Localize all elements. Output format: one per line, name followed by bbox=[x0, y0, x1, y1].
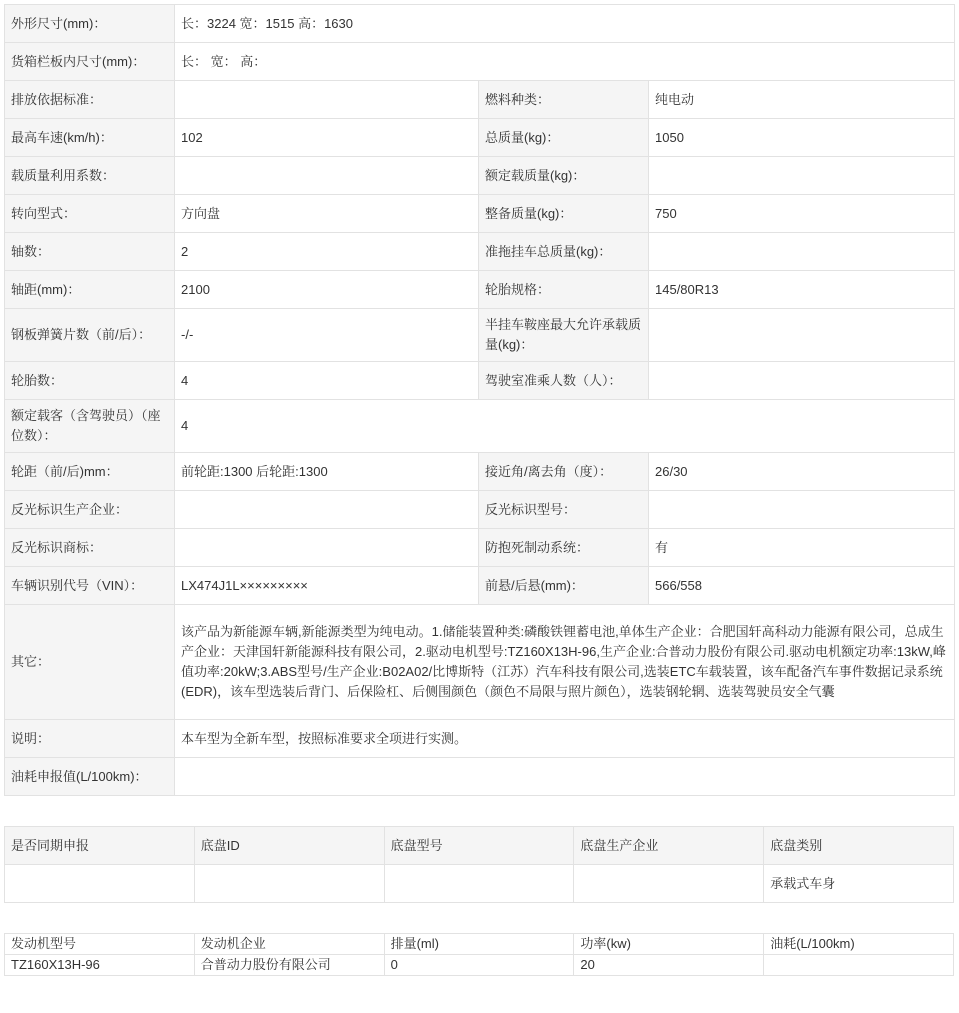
spec-value: 1050 bbox=[649, 119, 955, 157]
chassis-table bbox=[4, 826, 954, 903]
spec-row bbox=[5, 491, 955, 529]
spec-value bbox=[649, 309, 955, 362]
spec-row bbox=[5, 453, 955, 491]
spec-row bbox=[5, 400, 955, 453]
spec-label: 驾驶室准乘人数（人）： bbox=[479, 362, 649, 400]
spec-label: 轮胎数： bbox=[5, 362, 175, 400]
spec-value bbox=[175, 81, 479, 119]
spec-label: 反光标识生产企业： bbox=[5, 491, 175, 529]
engine-table bbox=[4, 933, 954, 976]
spec-row bbox=[5, 720, 955, 758]
spec-label: 额定载客（含驾驶员）（座位数）： bbox=[5, 400, 175, 453]
spec-value: 4 bbox=[175, 362, 479, 400]
spec-value bbox=[175, 529, 479, 567]
spec-value: 26/30 bbox=[649, 453, 955, 491]
spec-label: 载质量利用系数： bbox=[5, 157, 175, 195]
spec-value: 前轮距:1300 后轮距:1300 bbox=[175, 453, 479, 491]
chassis-header-row bbox=[5, 827, 954, 865]
spec-value: 方向盘 bbox=[175, 195, 479, 233]
spec-value bbox=[175, 157, 479, 195]
spec-value: 145/80R13 bbox=[649, 271, 955, 309]
spec-value: 2100 bbox=[175, 271, 479, 309]
engine-header-row bbox=[5, 934, 954, 955]
spec-label: 前悬/后悬(mm)： bbox=[479, 567, 649, 605]
spec-label: 整备质量(kg)： bbox=[479, 195, 649, 233]
chassis-cell bbox=[194, 865, 384, 903]
spec-value: -/- bbox=[175, 309, 479, 362]
spec-label: 接近角/离去角（度）： bbox=[479, 453, 649, 491]
spec-value: 长：3224 宽：1515 高：1630 bbox=[175, 5, 955, 43]
spec-value bbox=[649, 362, 955, 400]
spec-row bbox=[5, 195, 955, 233]
spec-value: 4 bbox=[175, 400, 955, 453]
spec-row bbox=[5, 529, 955, 567]
spec-value: 长： 宽： 高： bbox=[175, 43, 955, 81]
spec-label: 排放依据标准： bbox=[5, 81, 175, 119]
chassis-data-row bbox=[5, 865, 954, 903]
spec-label: 外形尺寸(mm)： bbox=[5, 5, 175, 43]
spec-value bbox=[649, 233, 955, 271]
spec-label: 说明： bbox=[5, 720, 175, 758]
spec-label: 反光标识型号： bbox=[479, 491, 649, 529]
spec-row bbox=[5, 81, 955, 119]
spec-table bbox=[4, 4, 955, 796]
spec-row bbox=[5, 119, 955, 157]
chassis-header-cell: 是否同期申报 bbox=[5, 827, 195, 865]
spec-value: 纯电动 bbox=[649, 81, 955, 119]
engine-header-cell: 油耗(L/100km) bbox=[764, 934, 954, 955]
spec-value: 有 bbox=[649, 529, 955, 567]
spec-label: 防抱死制动系统： bbox=[479, 529, 649, 567]
engine-header-cell: 发动机企业 bbox=[194, 934, 384, 955]
chassis-cell bbox=[5, 865, 195, 903]
spec-label: 最高车速(km/h)： bbox=[5, 119, 175, 157]
chassis-cell bbox=[384, 865, 574, 903]
spec-label: 轮距（前/后)mm： bbox=[5, 453, 175, 491]
spec-label: 油耗申报值(L/100km)： bbox=[5, 758, 175, 796]
spec-row bbox=[5, 157, 955, 195]
spec-label: 其它： bbox=[5, 605, 175, 720]
engine-data-row bbox=[5, 955, 954, 976]
engine-cell: 合普动力股份有限公司 bbox=[194, 955, 384, 976]
spec-label: 半挂车鞍座最大允许承载质量(kg)： bbox=[479, 309, 649, 362]
spec-value bbox=[175, 491, 479, 529]
spec-row bbox=[5, 362, 955, 400]
chassis-header-cell: 底盘型号 bbox=[384, 827, 574, 865]
spec-row bbox=[5, 5, 955, 43]
spec-label: 轴距(mm)： bbox=[5, 271, 175, 309]
engine-cell: 0 bbox=[384, 955, 574, 976]
spec-label: 车辆识别代号（VIN）： bbox=[5, 567, 175, 605]
spec-value: 102 bbox=[175, 119, 479, 157]
chassis-cell bbox=[574, 865, 764, 903]
spec-label: 货箱栏板内尺寸(mm)： bbox=[5, 43, 175, 81]
spec-row bbox=[5, 43, 955, 81]
spec-row bbox=[5, 309, 955, 362]
engine-header-cell: 功率(kw) bbox=[574, 934, 764, 955]
spec-value: LX474J1L××××××××× bbox=[175, 567, 479, 605]
spec-label: 轮胎规格： bbox=[479, 271, 649, 309]
spec-value: 750 bbox=[649, 195, 955, 233]
spec-label: 总质量(kg)： bbox=[479, 119, 649, 157]
engine-header-cell: 排量(ml) bbox=[384, 934, 574, 955]
spec-label: 转向型式： bbox=[5, 195, 175, 233]
engine-header-cell: 发动机型号 bbox=[5, 934, 195, 955]
chassis-header-cell: 底盘类别 bbox=[764, 827, 954, 865]
spec-value bbox=[649, 491, 955, 529]
spec-label: 燃料种类： bbox=[479, 81, 649, 119]
spec-label: 额定载质量(kg)： bbox=[479, 157, 649, 195]
chassis-header-cell: 底盘ID bbox=[194, 827, 384, 865]
spec-value: 2 bbox=[175, 233, 479, 271]
engine-cell bbox=[764, 955, 954, 976]
spec-row bbox=[5, 271, 955, 309]
spec-value bbox=[175, 758, 955, 796]
spec-value bbox=[649, 157, 955, 195]
page-content bbox=[4, 4, 954, 976]
chassis-header-cell: 底盘生产企业 bbox=[574, 827, 764, 865]
spec-label: 轴数： bbox=[5, 233, 175, 271]
engine-cell: TZ160X13H-96 bbox=[5, 955, 195, 976]
spec-row bbox=[5, 567, 955, 605]
spec-value: 566/558 bbox=[649, 567, 955, 605]
spec-value: 本车型为全新车型，按照标准要求全项进行实测。 bbox=[175, 720, 955, 758]
spec-label: 反光标识商标： bbox=[5, 529, 175, 567]
spec-label: 钢板弹簧片数（前/后）： bbox=[5, 309, 175, 362]
engine-cell: 20 bbox=[574, 955, 764, 976]
spec-row bbox=[5, 758, 955, 796]
spec-row bbox=[5, 233, 955, 271]
spec-value: 该产品为新能源车辆,新能源类型为纯电动。1.储能装置种类:磷酸铁锂蓄电池,单体生产企业：合肥国轩高科动力能源有限公司，总成生产企业：天津国轩新能源科技有限公司，2.驱动电机型号:TZ160X13H-96,生产企业:合普动力股份有限公司.驱动电机额定功率:13kW,峰值功率:20kW;3.ABS型号/生产企业:B02A02/比博斯特（江苏）汽车科技有限公司,选装ETC车载装置，该车配备汽车事件数据记录系统(EDR)，该车型选装后背门、后保险杠、后侧围颜色（颜色不局限与照片颜色），选装钢轮辋、选装驾驶员安全气囊 bbox=[175, 605, 955, 720]
spec-label: 准拖挂车总质量(kg)： bbox=[479, 233, 649, 271]
chassis-cell: 承载式车身 bbox=[764, 865, 954, 903]
spec-row bbox=[5, 605, 955, 720]
